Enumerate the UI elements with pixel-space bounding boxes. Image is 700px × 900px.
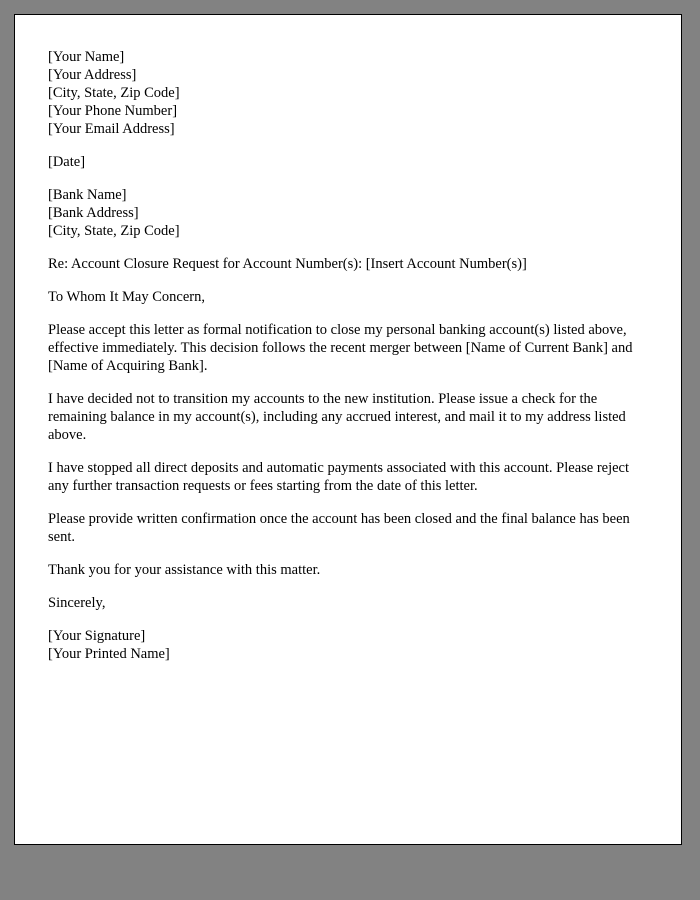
signature-line: [Your Signature] <box>48 628 146 644</box>
signature-block <box>48 627 651 663</box>
sender-city-state-zip: [City, State, Zip Code] <box>48 85 180 101</box>
sender-name: [Your Name] <box>48 49 125 65</box>
sender-address: [Your Address] <box>48 67 137 83</box>
subject-line: Re: Account Closure Request for Account Number(s): [Insert Account Number(s)] <box>48 256 527 272</box>
date-block <box>48 153 651 171</box>
closing: Sincerely, <box>48 595 106 611</box>
date-line: [Date] <box>48 154 86 170</box>
body-paragraph-2: I have decided not to transition my accounts to the new institution. Please issue a check for the remaining balance in my account(s), including any accrued interest, and mail it to my address listed above. <box>48 391 626 443</box>
bank-address: [Bank Address] <box>48 205 139 221</box>
salutation: To Whom It May Concern, <box>48 289 205 305</box>
body-paragraph-5: Thank you for your assistance with this matter. <box>48 562 321 578</box>
body-paragraph-3: I have stopped all direct deposits and automatic payments associated with this account. Please reject any further transaction requests or fees starting from the date of this letter. <box>48 460 630 494</box>
recipient-address-block <box>48 186 651 240</box>
letter-page <box>14 14 682 845</box>
body-paragraph-4: Please provide written confirmation once the account has been closed and the final balance has been sent. <box>48 511 630 545</box>
bank-city-state-zip: [City, State, Zip Code] <box>48 223 180 239</box>
sender-phone: [Your Phone Number] <box>48 103 178 119</box>
printed-name-line: [Your Printed Name] <box>48 646 170 662</box>
body-paragraph-1: Please accept this letter as formal notification to close my personal banking account(s) listed above, effective immediately. This decision follows the recent merger between [Name of Current Bank] and [Name of Acquiring Bank]. <box>48 322 633 374</box>
bank-name: [Bank Name] <box>48 187 127 203</box>
sender-address-block <box>48 48 651 138</box>
sender-email: [Your Email Address] <box>48 121 175 137</box>
